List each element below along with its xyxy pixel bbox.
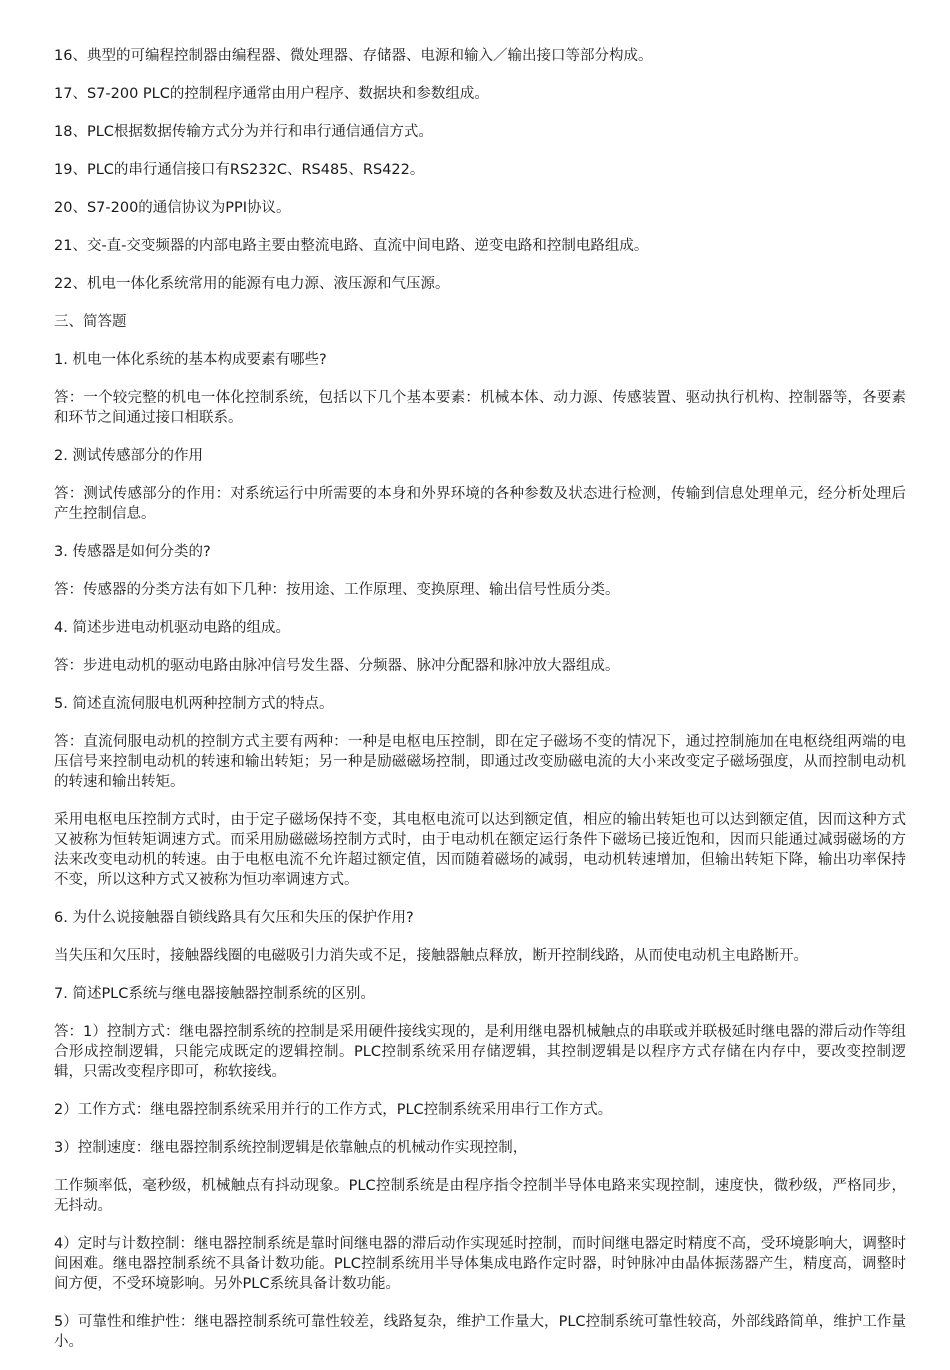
fill-in-item-19: 19、PLC的串行通信接口有RS232C、RS485、RS422。 bbox=[54, 162, 425, 178]
fill-in-item-22: 22、机电一体化系统常用的能源有电力源、液压源和气压源。 bbox=[54, 276, 450, 292]
answer-4: 答：步进电动机的驱动电路由脉冲信号发生器、分频器、脉冲分配器和脉冲放大器组成。 bbox=[54, 658, 620, 674]
answer-3: 答：传感器的分类方法有如下几种：按用途、工作原理、变换原理、输出信号性质分类。 bbox=[54, 582, 620, 598]
answer-7-point-2: 2）工作方式：继电器控制系统采用并行的工作方式，PLC控制系统采用串行工作方式。 bbox=[54, 1102, 613, 1118]
question-2: 2. 测试传感部分的作用 bbox=[54, 448, 203, 464]
fill-in-item-21: 21、交-直-交变频器的内部电路主要由整流电路、直流中间电路、逆变电路和控制电路组成。 bbox=[54, 238, 649, 254]
fill-in-item-20: 20、S7-200的通信协议为PPI协议。 bbox=[54, 200, 291, 216]
fill-in-item-18: 18、PLC根据数据传输方式分为并行和串行通信通信方式。 bbox=[54, 124, 433, 140]
question-6: 6. 为什么说接触器自锁线路具有欠压和失压的保护作用? bbox=[54, 910, 414, 926]
question-5: 5. 简述直流伺服电机两种控制方式的特点。 bbox=[54, 696, 334, 712]
answer-2: 答：测试传感部分的作用：对系统运行中所需要的本身和外界环境的各种参数及状态进行检测，传输到信息处理单元，经分析处理后产生控制信息。 bbox=[54, 486, 906, 522]
answer-1: 答：一个较完整的机电一体化控制系统，包括以下几个基本要素：机械本体、动力源、传感装置、驱动执行机构、控制器等，各要素和环节之间通过接口相联系。 bbox=[54, 390, 906, 426]
answer-7-point-3: 3）控制速度：继电器控制系统控制逻辑是依靠触点的机械动作实现控制， bbox=[54, 1140, 528, 1156]
document-page bbox=[54, 46, 906, 1370]
answer-7-point-5: 5）可靠性和维护性：继电器控制系统可靠性较差，线路复杂，维护工作量大，PLC控制系统可靠性较高，外部线路简单，维护工作量小。 bbox=[54, 1314, 906, 1350]
answer-5-part-1: 答：直流伺服电动机的控制方式主要有两种：一种是电枢电压控制，即在定子磁场不变的情况下，通过控制施加在电枢绕组两端的电压信号来控制电动机的转速和输出转矩；另一种是励磁磁场控制，即通过改变励磁电流的大小来改变定子磁场强度，从而控制电动机的转速和输出转矩。 bbox=[54, 734, 906, 790]
answer-7-point-3-cont: 工作频率低，毫秒级，机械触点有抖动现象。PLC控制系统是由程序指令控制半导体电路来实现控制，速度快，微秒级，严格同步，无抖动。 bbox=[54, 1178, 906, 1214]
answer-5-part-2: 采用电枢电压控制方式时，由于定子磁场保持不变，其电枢电流可以达到额定值，相应的输出转矩也可以达到额定值，因而这种方式又被称为恒转矩调速方式。而采用励磁磁场控制方式时，由于电动机在额定运行条件下磁场已接近饱和，因而只能通过减弱磁场的方法来改变电动机的转速。由于电枢电流不允许超过额定值，因而随着磁场的减弱，电动机转速增加，但输出转矩下降，输出功率保持不变，所以这种方式又被称为恒功率调速方式。 bbox=[54, 812, 906, 888]
section-heading: 三、简答题 bbox=[54, 314, 127, 330]
fill-in-item-17: 17、S7-200 PLC的控制程序通常由用户程序、数据块和参数组成。 bbox=[54, 86, 489, 102]
answer-7-point-1: 答：1）控制方式：继电器控制系统的控制是采用硬件接线实现的，是利用继电器机械触点的串联或并联极延时继电器的滞后动作等组合形成控制逻辑，只能完成既定的逻辑控制。PLC控制系统采用存储逻辑，其控制逻辑是以程序方式存储在内存中，要改变控制逻辑，只需改变程序即可，称软接线。 bbox=[54, 1024, 906, 1080]
fill-in-item-16: 16、典型的可编程控制器由编程器、微处理器、存储器、电源和输入／输出接口等部分构成。 bbox=[54, 48, 653, 64]
question-4: 4. 简述步进电动机驱动电路的组成。 bbox=[54, 620, 290, 636]
answer-6: 当失压和欠压时，接触器线圈的电磁吸引力消失或不足，接触器触点释放，断开控制线路，从而使电动机主电路断开。 bbox=[54, 948, 808, 964]
answer-7-point-4: 4）定时与计数控制：继电器控制系统是靠时间继电器的滞后动作实现延时控制，而时间继电器定时精度不高，受环境影响大，调整时间困难。继电器控制系统不具备计数功能。PLC控制系统用半导体集成电路作定时器，时钟脉冲由晶体振荡器产生，精度高，调整时间方便，不受环境影响。另外PLC系统具备计数功能。 bbox=[54, 1236, 906, 1292]
question-1: 1. 机电一体化系统的基本构成要素有哪些? bbox=[54, 352, 327, 368]
question-7: 7. 简述PLC系统与继电器接触器控制系统的区别。 bbox=[54, 986, 375, 1002]
question-3: 3. 传感器是如何分类的? bbox=[54, 544, 211, 560]
